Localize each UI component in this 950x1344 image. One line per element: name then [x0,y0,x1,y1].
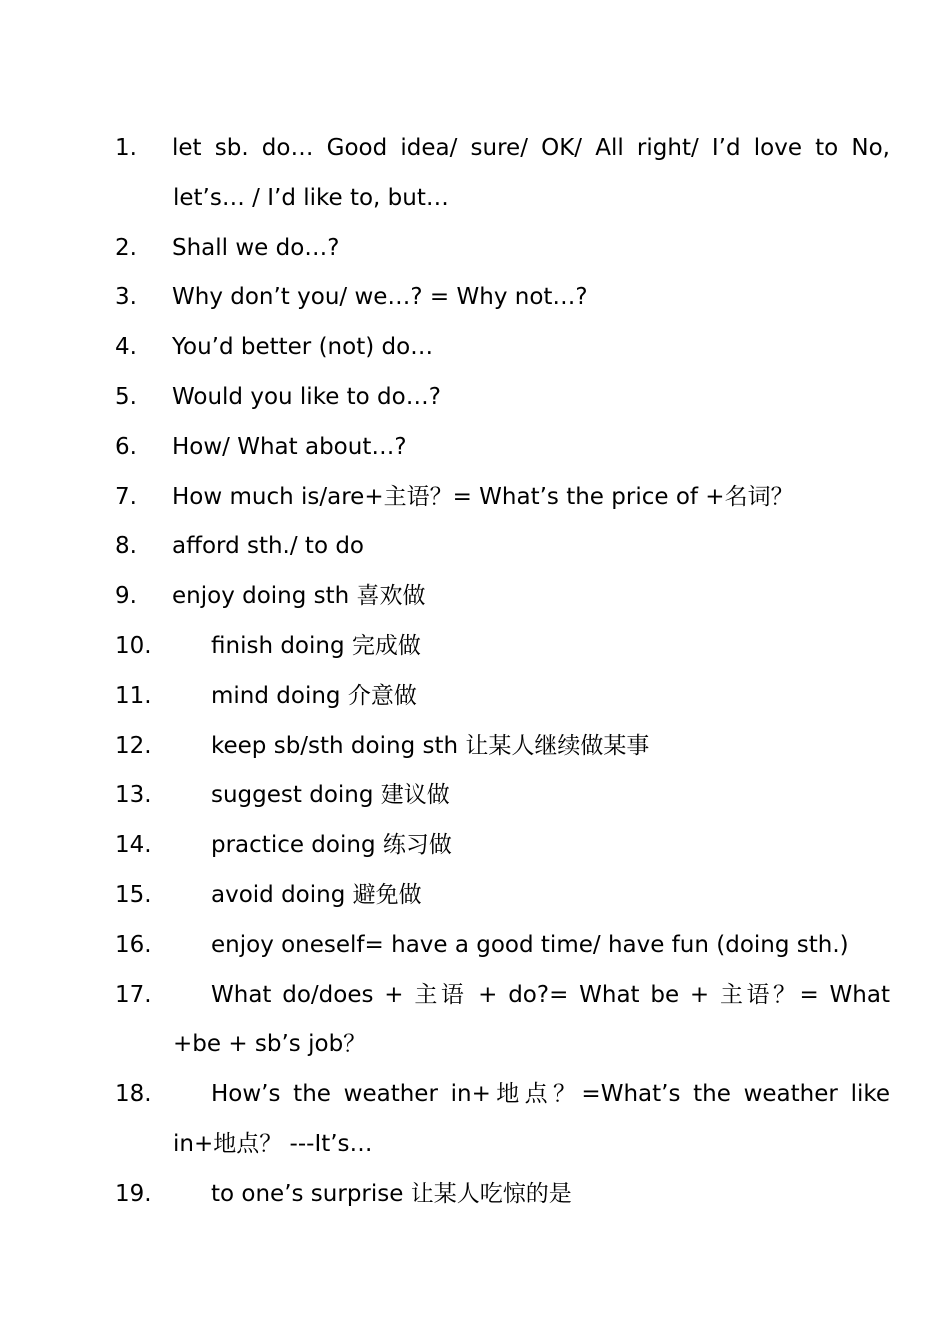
item-text: Why don’t you/ we…? = Why not…? [172,284,588,311]
list-item [115,572,890,622]
list-item [115,1170,890,1220]
item-text: keep sb/sth doing sth 让某人继续做某事 [211,732,650,759]
item-text: How/ What about…? [172,433,407,460]
item-number: 18. [115,1081,152,1108]
item-text: How’s the weather in+地点？=What’s the weather like in+地点？ ---It’s… [173,1081,890,1157]
list-item [115,672,890,722]
item-number: 14. [115,832,152,859]
item-number: 5. [115,383,137,410]
list-item [115,124,890,224]
list-item [115,871,890,921]
list-item [115,373,890,423]
item-number: 8. [115,533,137,560]
list-item [115,921,890,971]
list-item [115,224,890,274]
item-text: finish doing 完成做 [211,632,421,659]
list-item [115,323,890,373]
phrase-list [115,124,890,1220]
item-number: 15. [115,881,152,908]
list-item [115,622,890,672]
item-text: practice doing 练习做 [211,832,452,859]
list-item [115,821,890,871]
item-number: 3. [115,284,137,311]
item-text: Would you like to do…? [172,383,441,410]
list-item [115,722,890,772]
item-text: You’d better (not) do… [172,334,434,361]
item-text: afford sth./ to do [172,533,364,560]
item-number: 6. [115,433,137,460]
item-text: Shall we do…? [172,234,340,261]
item-text: How much is/are+主语？= What’s the price of +名词？ [172,483,794,510]
item-number: 2. [115,234,137,261]
list-item [115,423,890,473]
list-item [115,971,890,1071]
list-item [115,473,890,523]
item-number: 9. [115,583,137,610]
list-item [115,771,890,821]
item-text: What do/does + 主语 + do?= What be + 主语？= What +be + sb’s job？ [173,981,890,1058]
item-text: enjoy oneself= have a good time/ have fun (doing sth.) [211,931,849,958]
item-text: avoid doing 避免做 [211,881,422,908]
list-item [115,273,890,323]
item-text: let sb. do… Good idea/ sure/ OK/ All right/ I’d love to No, let’s… / I’d like to, but… [172,135,890,211]
item-number: 17. [115,981,152,1008]
item-number: 19. [115,1180,152,1207]
item-text: suggest doing 建议做 [211,782,450,809]
list-item [115,522,890,572]
item-number: 16. [115,931,152,958]
item-number: 4. [115,334,137,361]
item-text: to one’s surprise 让某人吃惊的是 [211,1180,572,1207]
item-number: 10. [115,632,152,659]
item-text: enjoy doing sth 喜欢做 [172,583,426,610]
item-text: mind doing 介意做 [211,682,417,709]
item-number: 7. [115,483,137,510]
list-item [115,1070,890,1170]
item-number: 1. [115,135,137,161]
item-number: 11. [115,682,152,709]
item-number: 13. [115,782,152,809]
item-number: 12. [115,732,152,759]
